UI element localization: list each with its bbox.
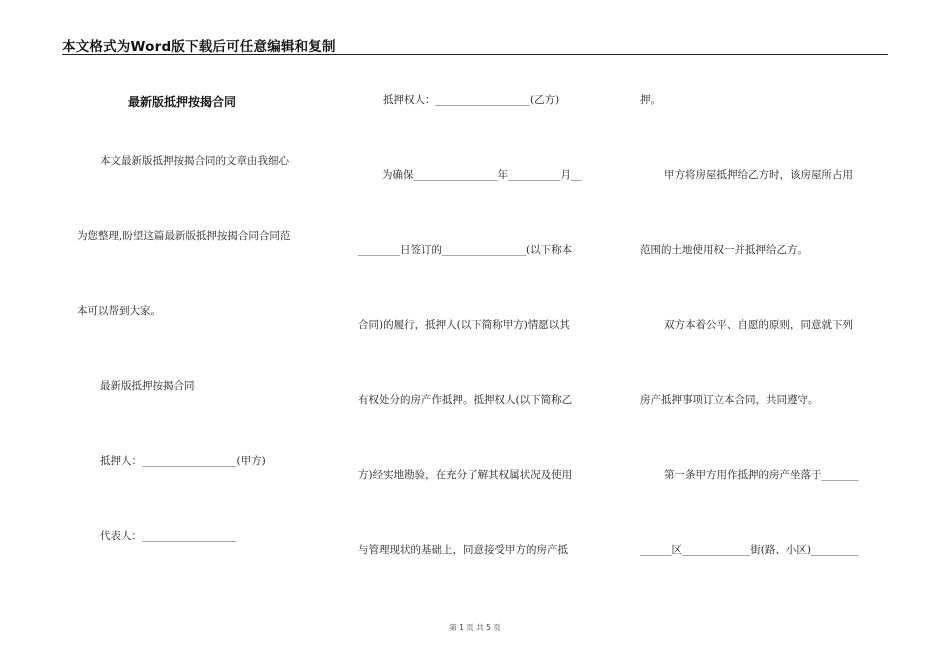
col1-line: 本可以帮到大家。 bbox=[77, 305, 161, 317]
col2-line: 抵押权人：__________________(乙方) bbox=[383, 94, 560, 106]
col3-line: 范围的土地使用权一并抵押给乙方。 bbox=[640, 244, 808, 256]
col1-line: 最新版抵押按揭合同 bbox=[100, 380, 195, 392]
banner-text: 本文格式为Word版下载后可任意编辑和复制 bbox=[62, 39, 336, 55]
col3-line: 房产抵押事项订立本合同，共同遵守。 bbox=[640, 394, 819, 406]
col2-line: 与管理现状的基础上，同意接受甲方的房产抵 bbox=[358, 544, 568, 556]
col1-line: 代表人：__________________ bbox=[100, 530, 237, 542]
col3-line: 甲方将房屋抵押给乙方时，该房屋所占用 bbox=[664, 169, 853, 181]
col2-line: 为确保________________年__________月__ bbox=[382, 169, 582, 181]
col1-line: 抵押人：__________________(甲方) bbox=[100, 455, 266, 467]
document-title: 最新版抵押按揭合同 bbox=[128, 95, 237, 109]
col1-line: 本文最新版抵押按揭合同的文章由我细心 bbox=[100, 155, 289, 167]
page-number: 第 1 页 共 5 页 bbox=[449, 623, 501, 632]
col2-line: 合同)的履行，抵押人(以下简称甲方)情愿以其 bbox=[358, 319, 570, 331]
download-banner bbox=[62, 34, 888, 55]
col3-line: 第一条甲方用作抵押的房产坐落于_______ bbox=[664, 469, 859, 481]
col1-line: 为您整理,盼望这篇最新版抵押按揭合同合同范 bbox=[77, 230, 291, 242]
col3-line: 押。 bbox=[640, 94, 661, 106]
col3-line: 双方本着公平、自愿的原则，同意就下列 bbox=[664, 319, 853, 331]
col2-line: 方)经实地勘验，在充分了解其权属状况及使用 bbox=[358, 469, 573, 481]
col2-line: ________日签订的________________(以下称本 bbox=[358, 244, 573, 256]
col2-line: 有权处分的房产作抵押。抵押权人(以下简称乙 bbox=[358, 394, 573, 406]
col3-line: ______区_____________街(路、小区)_________ bbox=[640, 544, 859, 556]
